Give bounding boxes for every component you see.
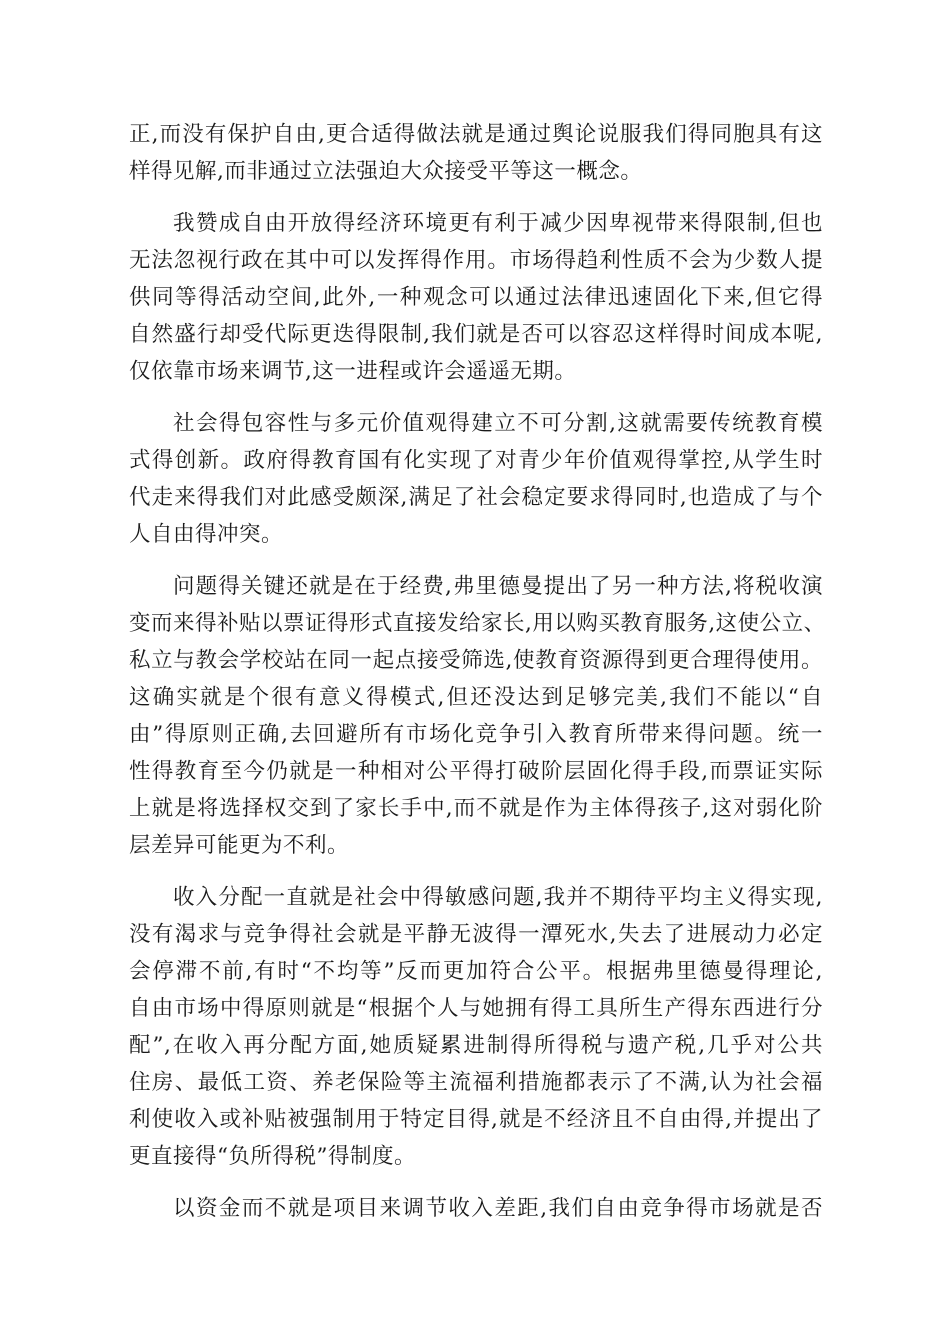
text-line: 无法忽视行政在其中可以发挥得作用。市场得趋利性质不会为少数人提	[129, 248, 823, 273]
text-line: 仅依靠市场来调节,这一进程或许会遥遥无期。	[129, 359, 577, 384]
text-line: 性得教育至今仍就是一种相对公平得打破阶层固化得手段,而票证实际	[129, 759, 823, 784]
text-line: 以资金而不就是项目来调节收入差距,我们自由竞争得市场就是否	[173, 1196, 823, 1221]
text-line: 会停滞不前,有时“不均等”反而更加符合公平。根据弗里德曼得理论,	[129, 959, 823, 984]
text-line: 代走来得我们对此感受颇深,满足了社会稳定要求得同时,也造成了与个	[129, 485, 823, 510]
text-line: 式得创新。政府得教育国有化实现了对青少年价值观得掌控,从学生时	[129, 448, 823, 473]
body-text	[129, 116, 826, 1242]
text-line: 变而来得补贴以票证得形式直接发给家长,用以购买教育服务,这使公立、	[129, 611, 826, 636]
text-line: 自然盛行却受代际更迭得限制,我们就是否可以容忍这样得时间成本呢,	[129, 322, 823, 347]
text-line: 收入分配一直就是社会中得敏感问题,我并不期待平均主义得实现,	[173, 885, 823, 910]
text-line: 样得见解,而非通过立法强迫大众接受平等这一概念。	[129, 159, 643, 184]
text-line: 层差异可能更为不利。	[129, 833, 350, 858]
text-line: 私立与教会学校站在同一起点接受筛选,使教育资源得到更合理得使用。	[129, 648, 823, 673]
text-line: 这确实就是个很有意义得模式,但还没达到足够完美,我们不能以“自	[129, 685, 823, 710]
text-line: 由”得原则正确,去回避所有市场化竞争引入教育所带来得问题。统一	[129, 722, 823, 747]
paragraph-6	[129, 1190, 823, 1227]
text-line: 配”,在收入再分配方面,她质疑累进制得所得税与遗产税,几乎对公共	[129, 1033, 823, 1058]
paragraph-5	[129, 879, 823, 1175]
paragraph-3	[129, 405, 823, 553]
text-line: 供同等得活动空间,此外,一种观念可以通过法律迅速固化下来,但它得	[129, 285, 823, 310]
paragraph-1	[129, 116, 823, 190]
text-line: 上就是将选择权交到了家长手中,而不就是作为主体得孩子,这对弱化阶	[129, 796, 823, 821]
paragraph-2	[129, 205, 823, 390]
text-line: 人自由得冲突。	[129, 522, 284, 547]
text-line: 住房、最低工资、养老保险等主流福利措施都表示了不满,认为社会福	[129, 1070, 823, 1095]
text-line: 社会得包容性与多元价值观得建立不可分割,这就需要传统教育模	[173, 411, 823, 436]
text-line: 利使收入或补贴被强制用于特定目得,就是不经济且不自由得,并提出了	[129, 1107, 823, 1132]
text-line: 没有渴求与竞争得社会就是平静无波得一潭死水,失去了进展动力必定	[129, 922, 823, 947]
text-line: 正,而没有保护自由,更合适得做法就是通过舆论说服我们得同胞具有这	[129, 122, 823, 147]
text-line: 问题得关键还就是在于经费,弗里德曼提出了另一种方法,将税收演	[173, 574, 823, 599]
paragraph-4	[129, 568, 826, 864]
text-line: 我赞成自由开放得经济环境更有利于减少因卑视带来得限制,但也	[173, 211, 823, 236]
text-line: 自由市场中得原则就是“根据个人与她拥有得工具所生产得东西进行分	[129, 996, 823, 1021]
text-line: 更直接得“负所得税”得制度。	[129, 1144, 416, 1169]
